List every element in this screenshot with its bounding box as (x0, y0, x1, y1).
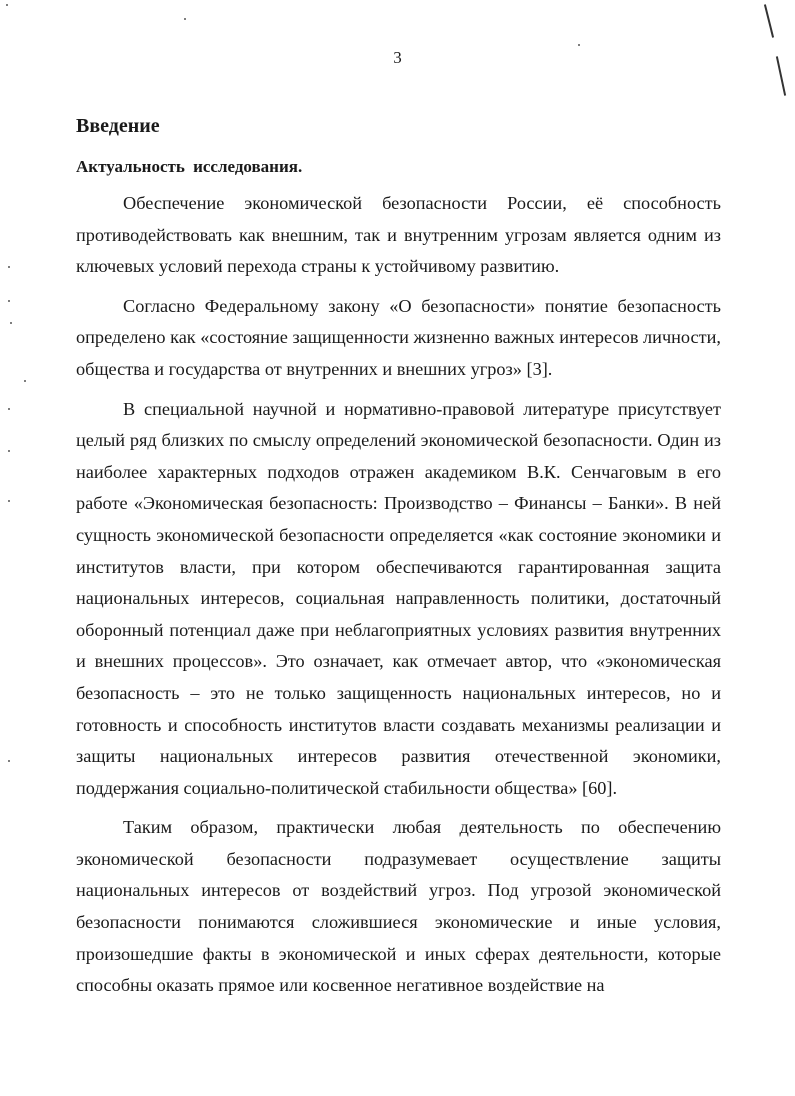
page-number: 3 (393, 48, 402, 67)
section-subheading: Актуальность исследования. (76, 157, 303, 176)
paragraph: Таким образом, практически любая деятельность по обеспечению экономической безопасности подразумевает осуществление защиты национальных интересов от воздействий угроз. Под угрозой экономической безопасности понимаются сложившиеся экономические и иные условия, произошедшие факты в экономической и иных сферах деятельности, которые способны оказать прямое или косвенное негативное воздействие на (76, 817, 721, 996)
scan-speck (8, 408, 10, 410)
section-heading: Введение (76, 115, 160, 137)
paragraph: Согласно Федеральному закону «О безопасности» понятие безопасность определено как «состояние защищенности жизненно важных интересов личности, общества и государства от внутренних и внешних угроз» [3]. (76, 295, 721, 379)
page-body (76, 112, 721, 1010)
scan-speck (8, 450, 10, 452)
scan-speck (6, 4, 8, 6)
scan-speck (10, 322, 12, 324)
scan-speck (24, 380, 26, 382)
paragraph: В специальной научной и нормативно-правовой литературе присутствует целый ряд близких по смыслу определений экономической безопасности. Один из наиболее характерных подходов отражен академиком В.К. Сенчаговым в его работе «Экономическая безопасность: Производство – Финансы – Банки». В ней сущность экономической безопасности определяется «как состояние экономики и институтов власти, при котором обеспечиваются гарантированная защита национальных интересов, социальная направленность политики, достаточный оборонный потенциал даже при неблагоприятных условиях развития внутренних и внешних процессов». Это означает, как отмечает автор, что «экономическая безопасность – это не только защищенность национальных интересов, но и готовность и способность институтов власти создавать механизмы реализации и защиты национальных интересов развития отечественной экономики, поддержания социально-политической стабильности общества» [60]. (76, 398, 721, 798)
scan-speck (184, 18, 186, 20)
scan-speck (8, 300, 10, 302)
scan-speck (8, 266, 10, 268)
scan-mark-top-right (764, 4, 774, 37)
scan-speck (578, 44, 580, 46)
scan-speck (8, 760, 10, 762)
paragraph: Обеспечение экономической безопасности России, её способность противодействовать как внешним, так и внутренним угрозам является одним из ключевых условий перехода страны к устойчивому развитию. (76, 193, 721, 277)
scan-speck (8, 500, 10, 502)
